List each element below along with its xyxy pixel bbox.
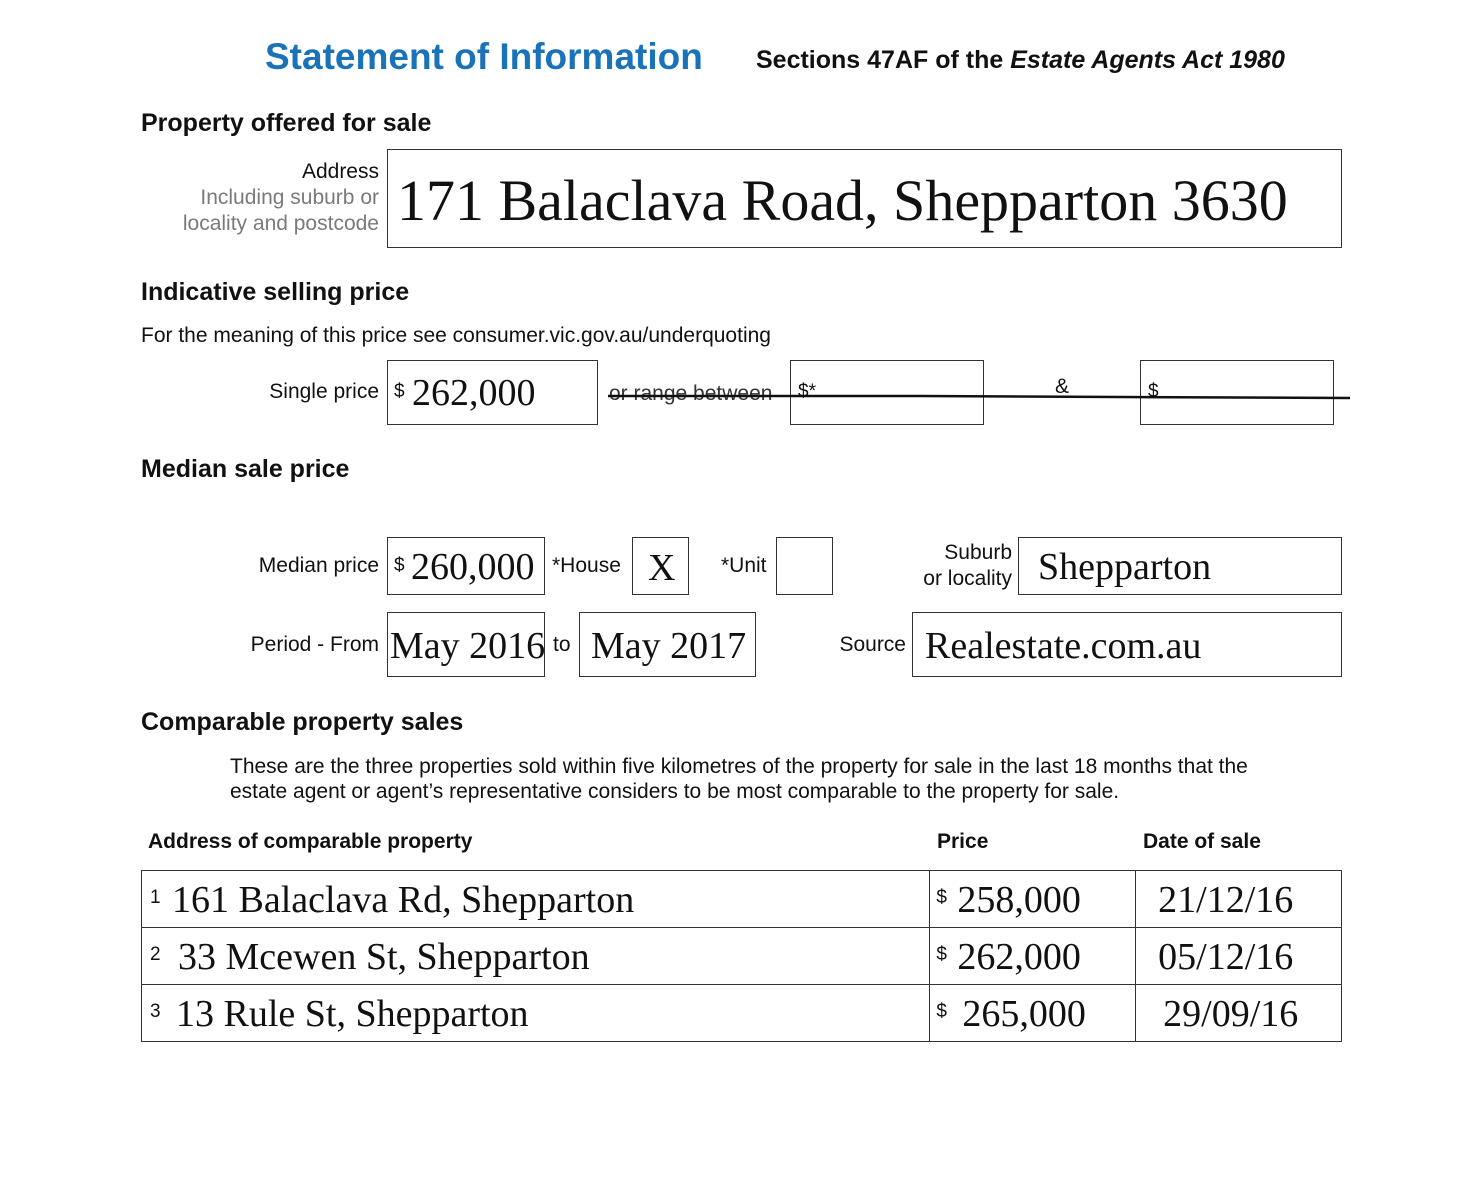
period-label: Period - From xyxy=(250,633,379,656)
median-heading: Median sale price xyxy=(141,455,350,483)
table-row xyxy=(142,928,1342,985)
comparable-date: 29/09/16 xyxy=(1163,993,1299,1035)
suburb-label-line1: Suburb xyxy=(944,541,1012,564)
period-from-field[interactable] xyxy=(387,612,545,677)
median-price-value: 260,000 xyxy=(411,546,535,588)
act-reference-prefix: Sections 47AF of the xyxy=(756,46,1011,74)
single-price-field[interactable] xyxy=(387,360,598,425)
address-hint-line1: Including suburb or xyxy=(200,186,379,209)
comparable-heading: Comparable property sales xyxy=(141,708,464,736)
comparable-intro-line2: estate agent or agent’s representative considers to be most comparable to the property for sale. xyxy=(230,780,1120,803)
table-row xyxy=(142,871,1342,928)
median-price-field[interactable] xyxy=(387,537,545,595)
indicative-heading: Indicative selling price xyxy=(141,278,410,306)
house-label: *House xyxy=(552,554,621,577)
comparable-date-cell[interactable] xyxy=(1136,985,1342,1042)
period-to-label: to xyxy=(553,633,571,656)
comparable-date: 21/12/16 xyxy=(1158,879,1294,921)
suburb-value: Shepparton xyxy=(1038,546,1212,588)
column-header-address: Address of comparable property xyxy=(148,830,473,853)
comparable-price: 258,000 xyxy=(957,879,1081,921)
row-number: 1 xyxy=(150,887,161,908)
period-to-value: May 2017 xyxy=(591,625,747,667)
comparable-sales-table xyxy=(141,870,1342,1042)
suburb-field[interactable] xyxy=(1018,537,1342,595)
address-hint-line2: locality and postcode xyxy=(182,212,379,235)
comparable-date-cell[interactable] xyxy=(1136,928,1342,985)
comparable-date-cell[interactable] xyxy=(1136,871,1342,928)
comparable-date: 05/12/16 xyxy=(1158,936,1294,978)
unit-label: *Unit xyxy=(721,554,767,577)
comparable-price: 262,000 xyxy=(957,936,1081,978)
act-reference xyxy=(756,46,1285,75)
price-dollar: $ xyxy=(936,944,947,965)
address-field[interactable] xyxy=(387,149,1342,248)
comparable-address: 13 Rule St, Shepparton xyxy=(176,993,529,1035)
single-price-dollar: $ xyxy=(394,381,405,402)
median-price-dollar: $ xyxy=(394,555,405,576)
row-number: 3 xyxy=(150,1001,161,1022)
comparable-address-cell[interactable] xyxy=(142,928,930,985)
period-to-field[interactable] xyxy=(579,612,756,677)
source-value: Realestate.com.au xyxy=(925,625,1202,667)
median-price-label: Median price xyxy=(258,554,379,577)
comparable-price-cell[interactable] xyxy=(930,985,1136,1042)
house-checkbox[interactable] xyxy=(632,537,689,595)
source-field[interactable] xyxy=(912,612,1342,677)
comparable-address: 33 Mcewen St, Shepparton xyxy=(178,936,590,978)
single-price-value: 262,000 xyxy=(412,372,536,414)
comparable-price: 265,000 xyxy=(962,993,1086,1035)
page-title: Statement of Information xyxy=(265,36,703,77)
unit-checkbox[interactable] xyxy=(776,537,833,595)
property-heading: Property offered for sale xyxy=(141,109,432,137)
comparable-intro-line1: These are the three properties sold within five kilometres of the property for sale in the last 18 months that the xyxy=(230,755,1248,778)
single-price-label: Single price xyxy=(269,380,379,403)
suburb-label-line2: or locality xyxy=(923,567,1012,590)
table-row xyxy=(142,985,1342,1042)
price-dollar: $ xyxy=(936,887,947,908)
column-header-price: Price xyxy=(937,830,989,853)
comparable-address-cell[interactable] xyxy=(142,871,930,928)
price-dollar: $ xyxy=(936,1001,947,1022)
row-number: 2 xyxy=(150,944,161,965)
comparable-price-cell[interactable] xyxy=(930,928,1136,985)
range-strikethrough xyxy=(600,385,1360,405)
house-mark: X xyxy=(648,547,676,589)
address-label: Address xyxy=(301,160,379,183)
range-label: or range between xyxy=(609,382,773,405)
range-and: & xyxy=(1055,375,1070,398)
act-name: Estate Agents Act 1980 xyxy=(1010,46,1285,74)
source-label: Source xyxy=(839,633,906,656)
comparable-address: 161 Balaclava Rd, Shepparton xyxy=(172,879,635,921)
comparable-address-cell[interactable] xyxy=(142,985,930,1042)
range-low-prefix: $* xyxy=(798,381,816,402)
comparable-price-cell[interactable] xyxy=(930,871,1136,928)
range-high-prefix: $ xyxy=(1148,381,1159,402)
address-value: 171 Balaclava Road, Shepparton 3630 xyxy=(397,168,1288,233)
indicative-note: For the meaning of this price see consumer.vic.gov.au/underquoting xyxy=(141,324,771,347)
period-from-value: May 2016 xyxy=(390,625,546,667)
column-header-date: Date of sale xyxy=(1143,830,1261,853)
